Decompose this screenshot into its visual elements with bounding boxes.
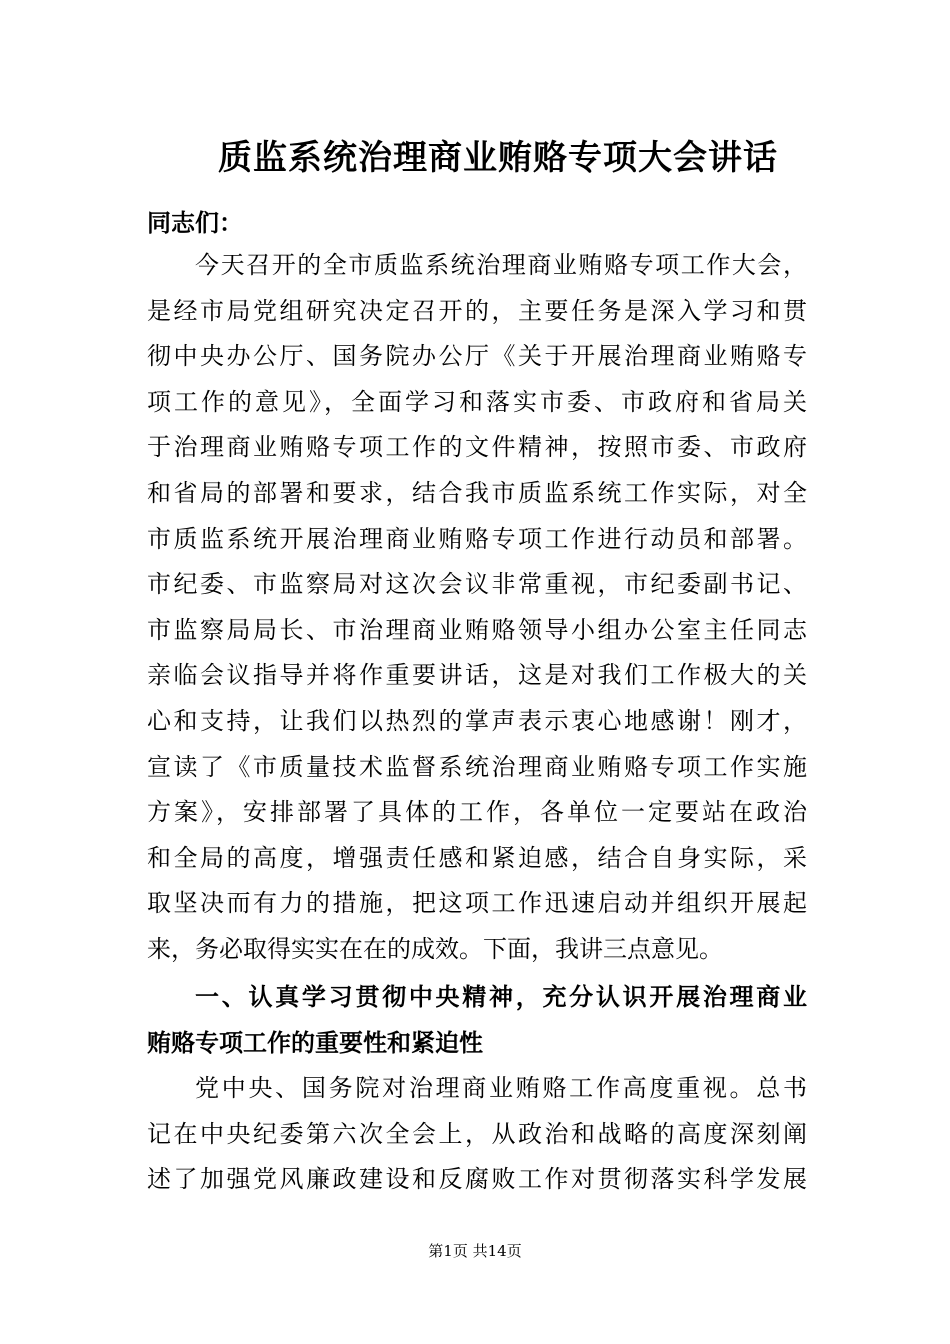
text-line: 贿赂专项工作的重要性和紧迫性 xyxy=(147,1028,483,1057)
text-line: 市监察局局长、市治理商业贿赂领导小组办公室主任同志 xyxy=(147,615,807,644)
text-line: 项工作的意见》，全面学习和落实市委、市政府和省局关 xyxy=(147,387,807,416)
text-line: 和全局的高度，增强责任感和紧迫感，结合自身实际，采 xyxy=(147,843,807,872)
text-line: 于治理商业贿赂专项工作的文件精神，按照市委、市政府 xyxy=(147,433,807,462)
text-line: 今天召开的全市质监系统治理商业贿赂专项工作大会， xyxy=(195,251,807,279)
text-line: 是经市局党组研究决定召开的，主要任务是深入学习和贯 xyxy=(147,296,807,325)
text-line: 取坚决而有力的措施，把这项工作迅速启动并组织开展起 xyxy=(147,889,807,918)
document-title: 质监系统治理商业贿赂专项大会讲话 xyxy=(218,138,778,178)
text-line: 市纪委、市监察局对这次会议非常重视，市纪委副书记、 xyxy=(147,570,807,599)
text-line: 记在中央纪委第六次全会上，从政治和战略的高度深刻阐 xyxy=(147,1119,807,1148)
section-heading-1 xyxy=(147,975,807,1066)
text-line: 述了加强党风廉政建设和反腐败工作对贯彻落实科学发展 xyxy=(147,1165,807,1194)
paragraph-1 xyxy=(147,243,807,973)
salutation: 同志们： xyxy=(147,209,243,237)
text-line: 一、认真学习贯彻中央精神，充分认识开展治理商业 xyxy=(195,983,807,1011)
text-line: 宣读了《市质量技术监督系统治理商业贿赂专项工作实施 xyxy=(147,752,807,781)
paragraph-2 xyxy=(147,1066,807,1203)
page-footer: 第1页 共14页 xyxy=(428,1242,522,1260)
text-line: 市质监系统开展治理商业贿赂专项工作进行动员和部署。 xyxy=(147,524,807,553)
text-line: 心和支持，让我们以热烈的掌声表示衷心地感谢！刚才， xyxy=(147,706,807,735)
text-line: 来，务必取得实实在在的成效。下面，我讲三点意见。 xyxy=(147,934,723,963)
text-line: 方案》，安排部署了具体的工作，各单位一定要站在政治 xyxy=(147,798,807,827)
text-line: 亲临会议指导并将作重要讲话，这是对我们工作极大的关 xyxy=(147,661,807,690)
text-line: 和省局的部署和要求，结合我市质监系统工作实际，对全 xyxy=(147,478,807,507)
text-line: 彻中央办公厅、国务院办公厅《关于开展治理商业贿赂专 xyxy=(147,342,807,371)
text-line: 党中央、国务院对治理商业贿赂工作高度重视。总书 xyxy=(195,1074,807,1102)
